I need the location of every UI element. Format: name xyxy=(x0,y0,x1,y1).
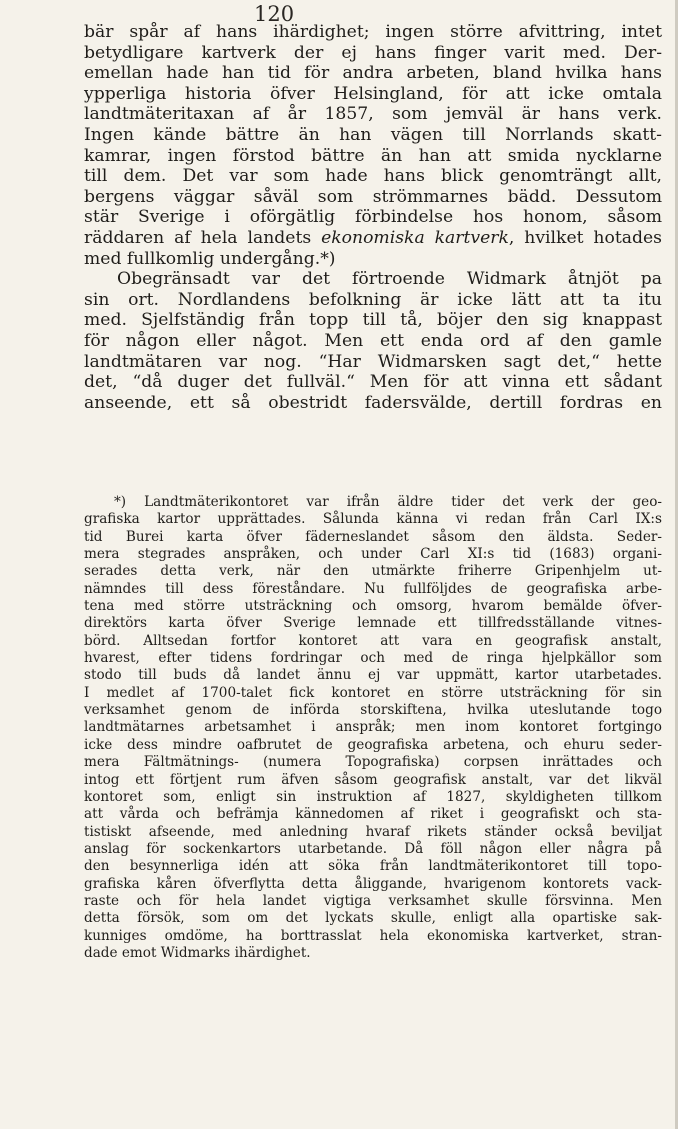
footnote-line: hvarest, efter tidens fordringar och med de ringa hjelpkällor som xyxy=(84,650,662,667)
italic-phrase: ekonomiska kartverk xyxy=(321,227,509,248)
footnote-line: börd. Alltsedan fortfor kontoret att vara en geografisk anstalt, xyxy=(84,632,662,649)
footnote-line: den besynnerliga idén att söka från landtmäterikontoret till topo- xyxy=(84,858,662,875)
text-line: landtmäteritaxan af år 1857, som jemväl är hans verk. xyxy=(84,104,662,125)
footnote-line: raste och för hela landet vigtiga verksamhet skulle försvinna. Men xyxy=(84,892,662,909)
footnote-line: stodo till buds då landet ännu ej var uppmätt, kartor utarbetades. xyxy=(84,667,662,684)
text-line: till dem. Det var som hade hans blick genomträngt allt, xyxy=(84,166,662,187)
text-line xyxy=(84,228,662,249)
text-line: med. Sjelfständig från topp till tå, böjer den sig knappast xyxy=(84,310,662,331)
footnote-line: kontoret som, enligt sin instruktion af 1827, skyldigheten tillkom xyxy=(84,788,662,805)
text-line: bergens väggar såväl som strömmarnes bädd. Dessutom xyxy=(84,186,662,207)
text-line: sin ort. Nordlandens befolkning är icke lätt att ta itu xyxy=(84,289,662,310)
footnote-line: att vårda och befrämja kännedomen af riket i geografiskt och sta- xyxy=(84,806,662,823)
text-line: stär Sverige i oförgätlig förbindelse hos honom, såsom xyxy=(84,207,662,228)
text-line: det, “då duger det fullväl.“ Men för att vinna ett sådant xyxy=(84,372,662,393)
footnote-line: grafiska kåren öfverflytta detta åliggande, hvarigenom kontorets vack- xyxy=(84,875,662,892)
main-text xyxy=(84,22,662,413)
footnote-line: mera Fältmätnings- (numera Topografiska) corpsen inrättades och xyxy=(84,754,662,771)
text-line: kamrar, ingen förstod bättre än han att smida nycklarne xyxy=(84,145,662,166)
footnote-line: mera stegrades anspråken, och under Carl XI:s tid (1683) organi- xyxy=(84,546,662,563)
text-line: Ingen kände bättre än han vägen till Norrlands skatt- xyxy=(84,124,662,145)
text-fragment: räddaren af hela landets xyxy=(84,227,312,248)
footnote-line: tistiskt afseende, med anledning hvaraf rikets ständer också beviljat xyxy=(84,823,662,840)
footnote-line: landtmätarnes arbetsamhet i anspråk; men inom kontoret fortgingo xyxy=(84,719,662,736)
footnote-line: verksamhet genom de införda storskiftena, hvilka uteslutande togo xyxy=(84,702,662,719)
footnote-line: direktörs karta öfver Sverige lemnade ett tillfredsställande vitnes- xyxy=(84,615,662,632)
text-fragment: , hvilket hotades xyxy=(508,227,662,248)
text-line: landtmätaren var nog. “Har Widmarsken sagt det,“ hette xyxy=(84,351,662,372)
text-line: anseende, ett så obestridt fadersvälde, dertill fordras en xyxy=(84,392,662,413)
footnote xyxy=(84,494,662,962)
footnote-line: anslag för sockenkartors utarbetande. Då föll någon eller några på xyxy=(84,840,662,857)
text-line: Obegränsadt var det förtroende Widmark åtnjöt pa xyxy=(117,269,662,290)
footnote-line: nämndes till dess föreståndare. Nu fullföljdes de geografiska arbe- xyxy=(84,580,662,597)
footnote-line: kunniges omdöme, ha borttrasslat hela ekonomiska kartverket, stran- xyxy=(84,927,662,944)
footnote-line: *) Landtmäterikontoret var ifrån äldre tider det verk der geo- xyxy=(114,494,662,510)
footnote-line: tena med större utsträckning och omsorg, hvarom bemälde öfver- xyxy=(84,598,662,615)
text-line: emellan hade han tid för andra arbeten, bland hvilka hans xyxy=(84,63,662,84)
text-line: bär spår af hans ihärdighet; ingen större afvittring, intet xyxy=(84,22,662,42)
footnote-line: detta försök, som om det lyckats skulle, enligt alla opartiske sak- xyxy=(84,910,662,927)
footnote-line: serades detta verk, när den utmärkte friherre Gripenhjelm ut- xyxy=(84,563,662,580)
footnote-line: intog ett förtjent rum äfven såsom geografisk anstalt, var det likväl xyxy=(84,771,662,788)
footnote-line: tid Burei karta öfver fäderneslandet såsom den äldsta. Seder- xyxy=(84,528,662,545)
page-number: 120 xyxy=(254,2,295,26)
text-line: med fullkomlig undergång.*) xyxy=(84,248,336,269)
text-line: för någon eller något. Men ett enda ord af den gamle xyxy=(84,330,662,351)
footnote-line: I medlet af 1700-talet fick kontoret en större utsträckning för sin xyxy=(84,684,662,701)
text-line: betydligare kartverk der ej hans finger varit med. Der- xyxy=(84,42,662,63)
text-line: ypperliga historia öfver Helsingland, för att icke omtala xyxy=(84,83,662,104)
footnote-line: grafiska kartor upprättades. Sålunda känna vi redan från Carl IX:s xyxy=(84,511,662,528)
footnote-line: icke dess mindre oafbrutet de geografiska arbetena, och ehuru seder- xyxy=(84,736,662,753)
footnote-line: dade emot Widmarks ihärdighet. xyxy=(84,944,311,961)
